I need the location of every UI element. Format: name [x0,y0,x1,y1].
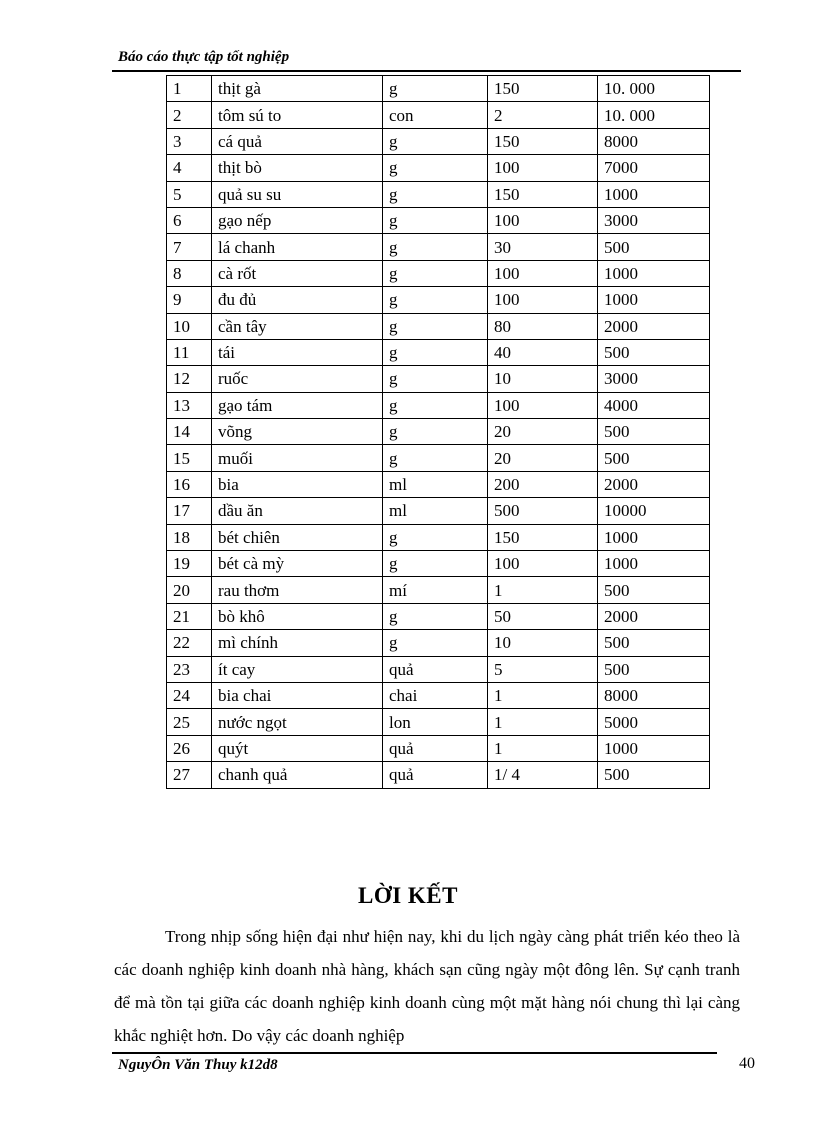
table-row [167,181,710,207]
header-title: Báo cáo thực tập tốt nghiệp [118,49,290,65]
header-divider [112,70,741,72]
cell-number: 11 [167,339,212,365]
cell-quantity: 500 [488,498,598,524]
table-row [167,524,710,550]
table-row [167,339,710,365]
table-row [167,128,710,154]
cell-unit: g [383,260,488,286]
ingredients-table-body [167,76,710,789]
table-row [167,471,710,497]
cell-unit: g [383,313,488,339]
cell-item-name: quả su su [212,181,383,207]
cell-number: 8 [167,260,212,286]
cell-quantity: 100 [488,392,598,418]
cell-quantity: 150 [488,181,598,207]
table-row [167,603,710,629]
table-row [167,709,710,735]
cell-unit: chai [383,682,488,708]
cell-price: 500 [598,577,710,603]
cell-price: 1000 [598,551,710,577]
cell-number: 1 [167,76,212,102]
cell-price: 500 [598,656,710,682]
cell-price: 2000 [598,471,710,497]
table-row [167,551,710,577]
table-row [167,682,710,708]
cell-quantity: 10 [488,630,598,656]
cell-number: 16 [167,471,212,497]
table-row [167,76,710,102]
cell-price: 500 [598,339,710,365]
ingredients-table [166,75,710,789]
table-row [167,498,710,524]
table-row [167,419,710,445]
cell-unit: quả [383,762,488,788]
table-row [167,656,710,682]
cell-number: 13 [167,392,212,418]
cell-quantity: 1 [488,735,598,761]
cell-item-name: tái [212,339,383,365]
table-row [167,366,710,392]
cell-unit: g [383,234,488,260]
cell-quantity: 150 [488,524,598,550]
cell-item-name: bét chiên [212,524,383,550]
cell-item-name: lá chanh [212,234,383,260]
cell-unit: g [383,524,488,550]
cell-item-name: bét cà mỳ [212,551,383,577]
table-row [167,735,710,761]
cell-item-name: thịt bò [212,155,383,181]
cell-unit: mí [383,577,488,603]
cell-number: 6 [167,207,212,233]
cell-unit: g [383,287,488,313]
cell-item-name: chanh quả [212,762,383,788]
cell-number: 3 [167,128,212,154]
cell-price: 1000 [598,735,710,761]
cell-item-name: ruốc [212,366,383,392]
footer-divider [112,1052,717,1054]
cell-item-name: bò khô [212,603,383,629]
cell-price: 10. 000 [598,76,710,102]
cell-item-name: bia [212,471,383,497]
cell-quantity: 30 [488,234,598,260]
cell-quantity: 5 [488,656,598,682]
cell-unit: g [383,339,488,365]
cell-unit: quả [383,656,488,682]
table-row [167,155,710,181]
cell-quantity: 80 [488,313,598,339]
cell-price: 500 [598,762,710,788]
cell-item-name: tôm sú to [212,102,383,128]
cell-quantity: 40 [488,339,598,365]
cell-unit: quả [383,735,488,761]
cell-number: 12 [167,366,212,392]
cell-item-name: mì chính [212,630,383,656]
cell-quantity: 150 [488,76,598,102]
cell-price: 8000 [598,128,710,154]
cell-price: 500 [598,419,710,445]
cell-item-name: thịt gà [212,76,383,102]
cell-unit: con [383,102,488,128]
cell-unit: ml [383,498,488,524]
cell-item-name: cà rốt [212,260,383,286]
cell-unit: lon [383,709,488,735]
cell-quantity: 100 [488,207,598,233]
cell-number: 7 [167,234,212,260]
cell-quantity: 2 [488,102,598,128]
cell-item-name: rau thơm [212,577,383,603]
cell-unit: g [383,128,488,154]
cell-price: 1000 [598,287,710,313]
cell-price: 5000 [598,709,710,735]
cell-item-name: muối [212,445,383,471]
cell-number: 20 [167,577,212,603]
cell-price: 4000 [598,392,710,418]
cell-quantity: 100 [488,287,598,313]
table-row [167,287,710,313]
cell-price: 1000 [598,260,710,286]
cell-price: 500 [598,630,710,656]
cell-number: 26 [167,735,212,761]
cell-unit: g [383,366,488,392]
cell-number: 17 [167,498,212,524]
table-row [167,630,710,656]
footer-author: NguyÔn Văn Thuy k12d8 [118,1057,278,1073]
cell-item-name: đu đủ [212,287,383,313]
cell-price: 3000 [598,366,710,392]
section-heading: LỜI KẾT [357,883,458,908]
cell-price: 500 [598,234,710,260]
cell-unit: g [383,76,488,102]
cell-unit: ml [383,471,488,497]
cell-item-name: nước ngọt [212,709,383,735]
cell-price: 1000 [598,181,710,207]
cell-quantity: 1/ 4 [488,762,598,788]
cell-unit: g [383,445,488,471]
cell-unit: g [383,603,488,629]
cell-price: 3000 [598,207,710,233]
cell-unit: g [383,181,488,207]
cell-item-name: quýt [212,735,383,761]
cell-item-name: cá quả [212,128,383,154]
cell-unit: g [383,392,488,418]
cell-price: 2000 [598,603,710,629]
cell-item-name: cần tây [212,313,383,339]
table-row [167,260,710,286]
cell-unit: g [383,419,488,445]
cell-quantity: 1 [488,577,598,603]
cell-price: 2000 [598,313,710,339]
cell-unit: g [383,630,488,656]
cell-quantity: 10 [488,366,598,392]
cell-number: 22 [167,630,212,656]
cell-item-name: gạo nếp [212,207,383,233]
cell-item-name: gạo tám [212,392,383,418]
cell-quantity: 200 [488,471,598,497]
cell-quantity: 1 [488,709,598,735]
cell-price: 10. 000 [598,102,710,128]
cell-price: 1000 [598,524,710,550]
cell-quantity: 100 [488,551,598,577]
cell-number: 2 [167,102,212,128]
cell-quantity: 100 [488,260,598,286]
cell-number: 24 [167,682,212,708]
cell-quantity: 50 [488,603,598,629]
cell-price: 10000 [598,498,710,524]
cell-number: 14 [167,419,212,445]
table-row [167,445,710,471]
cell-unit: g [383,207,488,233]
cell-number: 23 [167,656,212,682]
cell-quantity: 20 [488,445,598,471]
cell-number: 19 [167,551,212,577]
table-row [167,234,710,260]
body-paragraph: Trong nhịp sống hiện đại như hiện nay, khi du lịch ngày càng phát triển kéo theo là các doanh nghiệp kinh doanh nhà hàng, khách sạn cũng ngày một đông lên. Sự cạnh tranh để mà tồn tại giữa các doanh nghiệp kinh doanh cùng một mặt hàng nói chung thì lại càng khắc nghiệt hơn. Do vậy các doanh nghiệp [114,927,740,1045]
cell-number: 18 [167,524,212,550]
cell-number: 21 [167,603,212,629]
cell-price: 7000 [598,155,710,181]
cell-quantity: 20 [488,419,598,445]
cell-price: 8000 [598,682,710,708]
cell-number: 15 [167,445,212,471]
table-row [167,577,710,603]
cell-unit: g [383,155,488,181]
table-row [167,313,710,339]
cell-number: 4 [167,155,212,181]
cell-item-name: dầu ăn [212,498,383,524]
cell-item-name: võng [212,419,383,445]
cell-number: 27 [167,762,212,788]
cell-number: 5 [167,181,212,207]
table-row [167,762,710,788]
table-row [167,207,710,233]
cell-quantity: 150 [488,128,598,154]
table-row [167,392,710,418]
table-row [167,102,710,128]
cell-price: 500 [598,445,710,471]
cell-number: 10 [167,313,212,339]
cell-number: 9 [167,287,212,313]
cell-quantity: 1 [488,682,598,708]
cell-number: 25 [167,709,212,735]
page-number: 40 [739,1055,755,1072]
cell-item-name: bia chai [212,682,383,708]
cell-unit: g [383,551,488,577]
cell-item-name: ít cay [212,656,383,682]
cell-quantity: 100 [488,155,598,181]
